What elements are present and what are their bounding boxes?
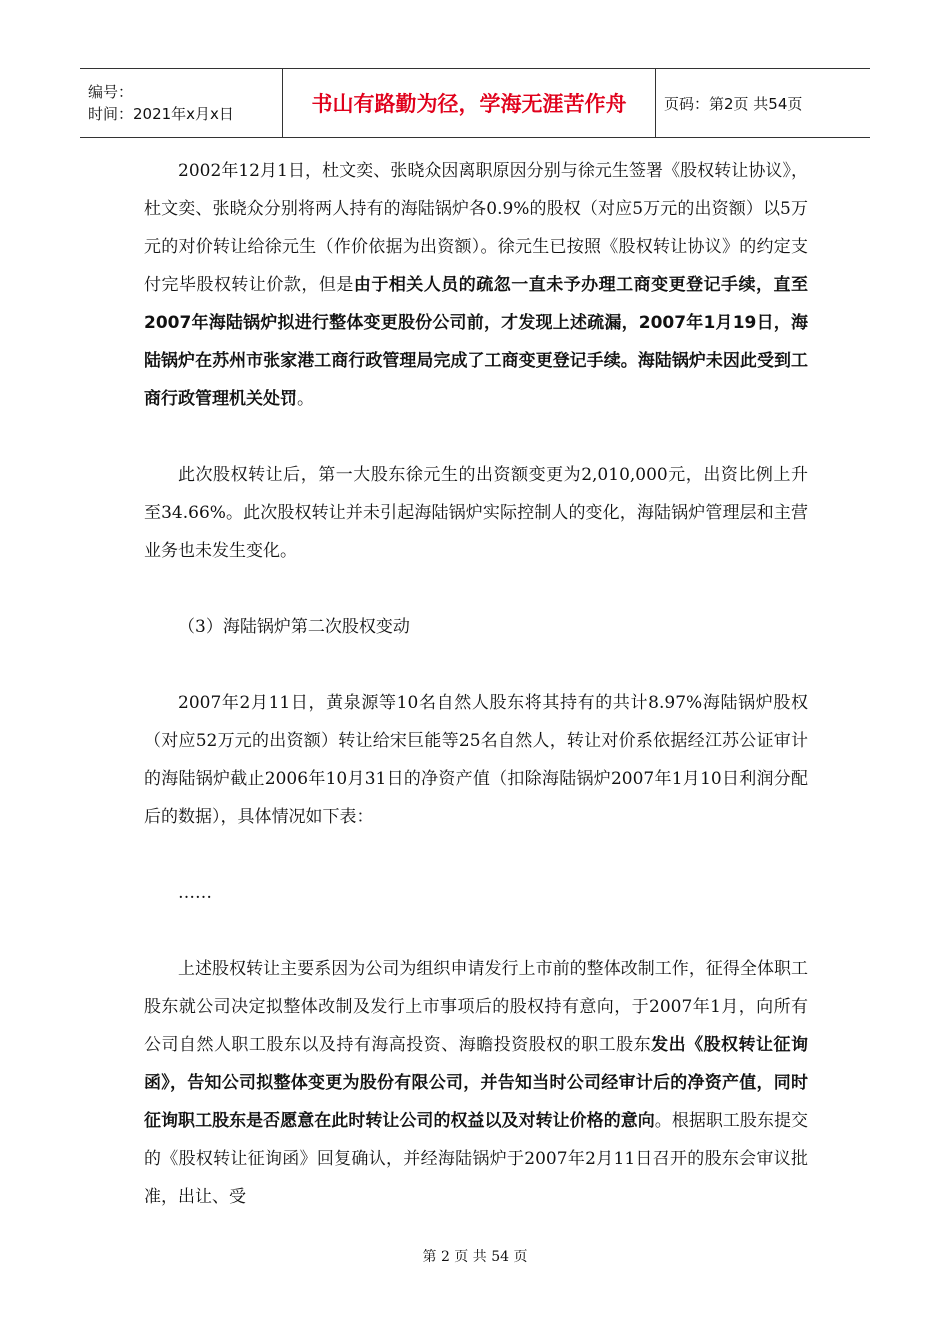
paragraph-1: 2002年12月1日，杜文奕、张晓众因离职原因分别与徐元生签署《股权转让协议》，杜文奕、张晓众分别将两人持有的海陆锅炉各0.9%的股权（对应5万元的出资额）以5万元的对价转让给徐元生（作价依据为出资额）。徐元生已按照《股权转让协议》的约定支付完毕股权转让价款，但是由于相关人员的疏忽一直未予办理工商变更登记手续，直至2007年海陆锅炉拟进行整体变更股份公司前，才发现上述疏漏，2007年1月19日，海陆锅炉在苏州市张家港工商行政管理局完成了工商变更登记手续。海陆锅炉未因此受到工商行政管理机关处罚。 (144, 161, 809, 409)
document-body (144, 152, 808, 1216)
page-header (80, 68, 870, 138)
section-heading: （3）海陆锅炉第二次股权变动 (178, 617, 410, 637)
header-motto: 书山有路勤为径，学海无涯苦作舟 (283, 69, 656, 137)
ellipsis: …… (178, 883, 212, 903)
paragraph-6: 上述股权转让主要系因为公司为组织申请发行上市前的整体改制工作，征得全体职工股东就公司决定拟整体改制及发行上市事项后的股权持有意向，于2007年1月，向所有公司自然人职工股东以及持有海高投资、海瞻投资股权的职工股东发出《股权转让征询函》，告知公司拟整体变更为股份有限公司，并告知当时公司经审计后的净资产值，同时征询职工股东是否愿意在此时转让公司的权益以及对转让价格的意向。根据职工股东提交的《股权转让征询函》回复确认，并经海陆锅炉于2007年2月11日召开的股东会审议批准，出让、受 (144, 959, 809, 1207)
document-number-label: 编号： (88, 83, 134, 101)
paragraph-2: 此次股权转让后，第一大股东徐元生的出资额变更为2,010,000元，出资比例上升至34.66%。此次股权转让并未引起海陆锅炉实际控制人的变化，海陆锅炉管理层和主营业务也未发生变化。 (144, 465, 808, 561)
bold-text: 发出《股权转让征询函》，告知公司拟整体变更为股份有限公司，并告知当时公司经审计后的净资产值，同时征询职工股东是否愿意在此时转让公司的权益以及对转让价格的意向 (144, 1035, 809, 1131)
paragraph-4: 2007年2月11日，黄泉源等10名自然人股东将其持有的共计8.97%海陆锅炉股权（对应52万元的出资额）转让给宋巨能等25名自然人，转让对价系依据经江苏公证审计的海陆锅炉截止2006年10月31日的净资产值（扣除海陆锅炉2007年1月10日利润分配后的数据），具体情况如下表： (144, 693, 808, 827)
header-meta (80, 69, 283, 137)
bold-text: 由于相关人员的疏忽一直未予办理工商变更登记手续，直至2007年海陆锅炉拟进行整体变更股份公司前，才发现上述疏漏，2007年1月19日，海陆锅炉在苏州市张家港工商行政管理局完成了工商变更登记手续。海陆锅炉未因此受到工商行政管理机关处罚 (144, 275, 809, 409)
header-page-label: 页码：第2页 共54页 (664, 94, 803, 113)
document-time-label: 时间：2021年x月x日 (88, 105, 234, 123)
page-footer: 第 2 页 共 54 页 (422, 1249, 528, 1265)
